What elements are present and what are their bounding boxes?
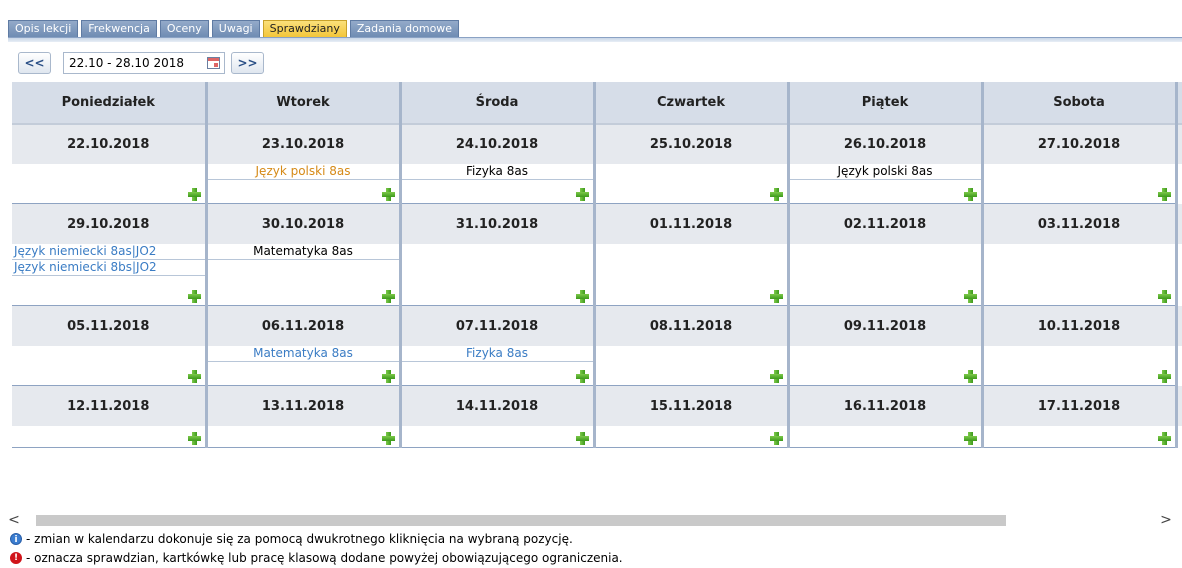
day-cell[interactable]: [206, 426, 400, 448]
add-test-icon[interactable]: [964, 432, 977, 445]
add-test-icon[interactable]: [964, 290, 977, 303]
cell-border: [790, 447, 981, 448]
date-cell: 30.10.2018: [206, 204, 400, 244]
tab-oceny[interactable]: Oceny: [160, 20, 209, 37]
add-test-icon[interactable]: [382, 432, 395, 445]
tab-frekwencja[interactable]: Frekwencja: [81, 20, 157, 37]
cell-border: [596, 385, 787, 386]
entries-row: [12, 164, 1182, 204]
day-cell[interactable]: [982, 164, 1176, 204]
date-cell: 03.11.2018: [982, 204, 1176, 244]
test-entry[interactable]: Fizyka 8as: [402, 346, 593, 362]
calendar-table: [12, 82, 1182, 448]
day-header: Piątek: [788, 82, 982, 124]
test-entry[interactable]: Język niemiecki 8bs|JO2: [12, 260, 205, 276]
day-cell-overflow: [1176, 346, 1182, 386]
day-header: Środa: [400, 82, 594, 124]
date-cell: 15.11.2018: [594, 386, 788, 426]
legend-info-text: - zmian w kalendarzu dokonuje się za pomocą dwukrotnego kliknięcia na wybraną pozycję.: [26, 532, 573, 546]
cell-border: [208, 385, 399, 386]
date-cell: 17.11.2018: [982, 386, 1176, 426]
day-cell[interactable]: [594, 164, 788, 204]
cell-border: [984, 203, 1175, 204]
day-cell-overflow: [1176, 426, 1182, 448]
test-entry[interactable]: Język polski 8as: [208, 164, 399, 180]
day-cell[interactable]: [206, 346, 400, 386]
date-cell: 06.11.2018: [206, 306, 400, 346]
add-test-icon[interactable]: [382, 188, 395, 201]
cell-border: [596, 447, 787, 448]
day-cell[interactable]: [594, 346, 788, 386]
date-cell: 08.11.2018: [594, 306, 788, 346]
date-cell: 27.10.2018: [982, 124, 1176, 164]
day-header: Poniedziałek: [12, 82, 206, 124]
day-cell-overflow: [1176, 164, 1182, 204]
add-test-icon[interactable]: [188, 290, 201, 303]
date-cell: 23.10.2018: [206, 124, 400, 164]
cell-border: [596, 305, 787, 306]
day-cell[interactable]: [12, 426, 206, 448]
add-test-icon[interactable]: [382, 290, 395, 303]
day-header: Wtorek: [206, 82, 400, 124]
date-cell: 13.11.2018: [206, 386, 400, 426]
date-row: [12, 124, 1182, 164]
tab-underline: [8, 37, 1182, 42]
day-cell-overflow: [1176, 244, 1182, 306]
day-cell[interactable]: [982, 346, 1176, 386]
cell-border: [984, 385, 1175, 386]
add-test-icon[interactable]: [188, 432, 201, 445]
cell-border: [402, 305, 593, 306]
day-cell[interactable]: [594, 426, 788, 448]
day-header: Czwartek: [594, 82, 788, 124]
day-cell[interactable]: [594, 244, 788, 306]
date-range-value: 22.10 - 28.10 2018: [69, 56, 185, 70]
cell-border: [12, 447, 205, 448]
previous-week-button[interactable]: <<: [18, 52, 51, 74]
add-test-icon[interactable]: [770, 290, 783, 303]
date-cell: 31.10.2018: [400, 204, 594, 244]
date-cell: 10.11.2018: [982, 306, 1176, 346]
add-test-icon[interactable]: [188, 188, 201, 201]
date-cell: 22.10.2018: [12, 124, 206, 164]
date-cell: 24.10.2018: [400, 124, 594, 164]
cell-border: [12, 305, 205, 306]
tab-opis-lekcji[interactable]: Opis lekcji: [8, 20, 78, 37]
day-cell[interactable]: [788, 244, 982, 306]
scroll-left-arrow[interactable]: <: [8, 512, 20, 528]
day-cell[interactable]: [12, 164, 206, 204]
date-cell: 26.10.2018: [788, 124, 982, 164]
cell-border: [208, 203, 399, 204]
legend-warning: [10, 550, 623, 566]
day-cell[interactable]: [400, 426, 594, 448]
next-week-button[interactable]: >>: [231, 52, 264, 74]
day-cell[interactable]: [12, 244, 206, 306]
day-header: Sobota: [982, 82, 1176, 124]
scroll-right-arrow[interactable]: >: [1160, 512, 1172, 528]
test-entry[interactable]: Matematyka 8as: [208, 244, 399, 260]
cell-border: [984, 305, 1175, 306]
date-cell: 29.10.2018: [12, 204, 206, 244]
add-test-icon[interactable]: [964, 370, 977, 383]
day-cell[interactable]: [400, 346, 594, 386]
add-test-icon[interactable]: [1158, 432, 1171, 445]
date-range-field[interactable]: [63, 52, 225, 74]
date-cell: 09.11.2018: [788, 306, 982, 346]
cell-border: [402, 203, 593, 204]
cell-border: [596, 203, 787, 204]
add-test-icon[interactable]: [576, 188, 589, 201]
date-cell-overflow: [1176, 124, 1182, 164]
entries-row: [12, 346, 1182, 386]
tab-sprawdziany[interactable]: Sprawdziany: [263, 20, 347, 37]
day-cell[interactable]: [206, 164, 400, 204]
day-cell[interactable]: [400, 164, 594, 204]
add-test-icon[interactable]: [1158, 370, 1171, 383]
day-header-overflow: [1176, 82, 1182, 124]
warning-icon: !: [10, 552, 22, 564]
calendar-icon[interactable]: [207, 57, 220, 69]
cell-border: [208, 305, 399, 306]
add-test-icon[interactable]: [770, 188, 783, 201]
legend-warning-text: - oznacza sprawdzian, kartkówkę lub pracę klasową dodane powyżej obowiązującego ograniczenia.: [26, 551, 623, 565]
day-cell[interactable]: [788, 346, 982, 386]
tab-zadania-domowe[interactable]: Zadania domowe: [350, 20, 459, 37]
add-test-icon[interactable]: [1158, 290, 1171, 303]
cell-border: [790, 305, 981, 306]
cell-border: [402, 447, 593, 448]
date-cell: 02.11.2018: [788, 204, 982, 244]
info-icon: i: [10, 533, 22, 545]
add-test-icon[interactable]: [188, 370, 201, 383]
add-test-icon[interactable]: [964, 188, 977, 201]
legend-info: [10, 531, 573, 547]
cell-border: [12, 385, 205, 386]
tab-uwagi[interactable]: Uwagi: [212, 20, 260, 37]
test-entry[interactable]: Matematyka 8as: [208, 346, 399, 362]
day-cell[interactable]: [206, 244, 400, 306]
date-cell: 01.11.2018: [594, 204, 788, 244]
date-row: [12, 386, 1182, 426]
cell-border: [208, 447, 399, 448]
date-cell-overflow: [1176, 386, 1182, 426]
scroll-thumb[interactable]: [36, 515, 1006, 526]
test-entry[interactable]: Fizyka 8as: [402, 164, 593, 180]
add-test-icon[interactable]: [576, 370, 589, 383]
date-cell: 16.11.2018: [788, 386, 982, 426]
day-cell[interactable]: [788, 164, 982, 204]
date-cell: 12.11.2018: [12, 386, 206, 426]
day-cell[interactable]: [982, 426, 1176, 448]
date-cell: 07.11.2018: [400, 306, 594, 346]
date-cell-overflow: [1176, 306, 1182, 346]
add-test-icon[interactable]: [576, 290, 589, 303]
calendar-grid: [12, 82, 1182, 454]
entries-row: [12, 244, 1182, 306]
cell-border: [790, 203, 981, 204]
add-test-icon[interactable]: [770, 370, 783, 383]
date-cell-overflow: [1176, 204, 1182, 244]
add-test-icon[interactable]: [576, 432, 589, 445]
entries-row: [12, 426, 1182, 448]
add-test-icon[interactable]: [1158, 188, 1171, 201]
date-row: [12, 204, 1182, 244]
tab-bar: [8, 20, 462, 37]
date-cell: 14.11.2018: [400, 386, 594, 426]
cell-border: [402, 385, 593, 386]
day-header-row: [12, 82, 1182, 124]
cell-border: [790, 385, 981, 386]
horizontal-scrollbar[interactable]: [0, 513, 1182, 528]
cell-border: [12, 203, 205, 204]
test-entry[interactable]: Język polski 8as: [790, 164, 981, 180]
test-entry[interactable]: Język niemiecki 8as|JO2: [12, 244, 205, 260]
day-cell[interactable]: [788, 426, 982, 448]
cell-border: [984, 447, 1175, 448]
date-row: [12, 306, 1182, 346]
add-test-icon[interactable]: [382, 370, 395, 383]
day-cell[interactable]: [12, 346, 206, 386]
date-cell: 05.11.2018: [12, 306, 206, 346]
day-cell[interactable]: [982, 244, 1176, 306]
add-test-icon[interactable]: [770, 432, 783, 445]
day-cell[interactable]: [400, 244, 594, 306]
date-cell: 25.10.2018: [594, 124, 788, 164]
